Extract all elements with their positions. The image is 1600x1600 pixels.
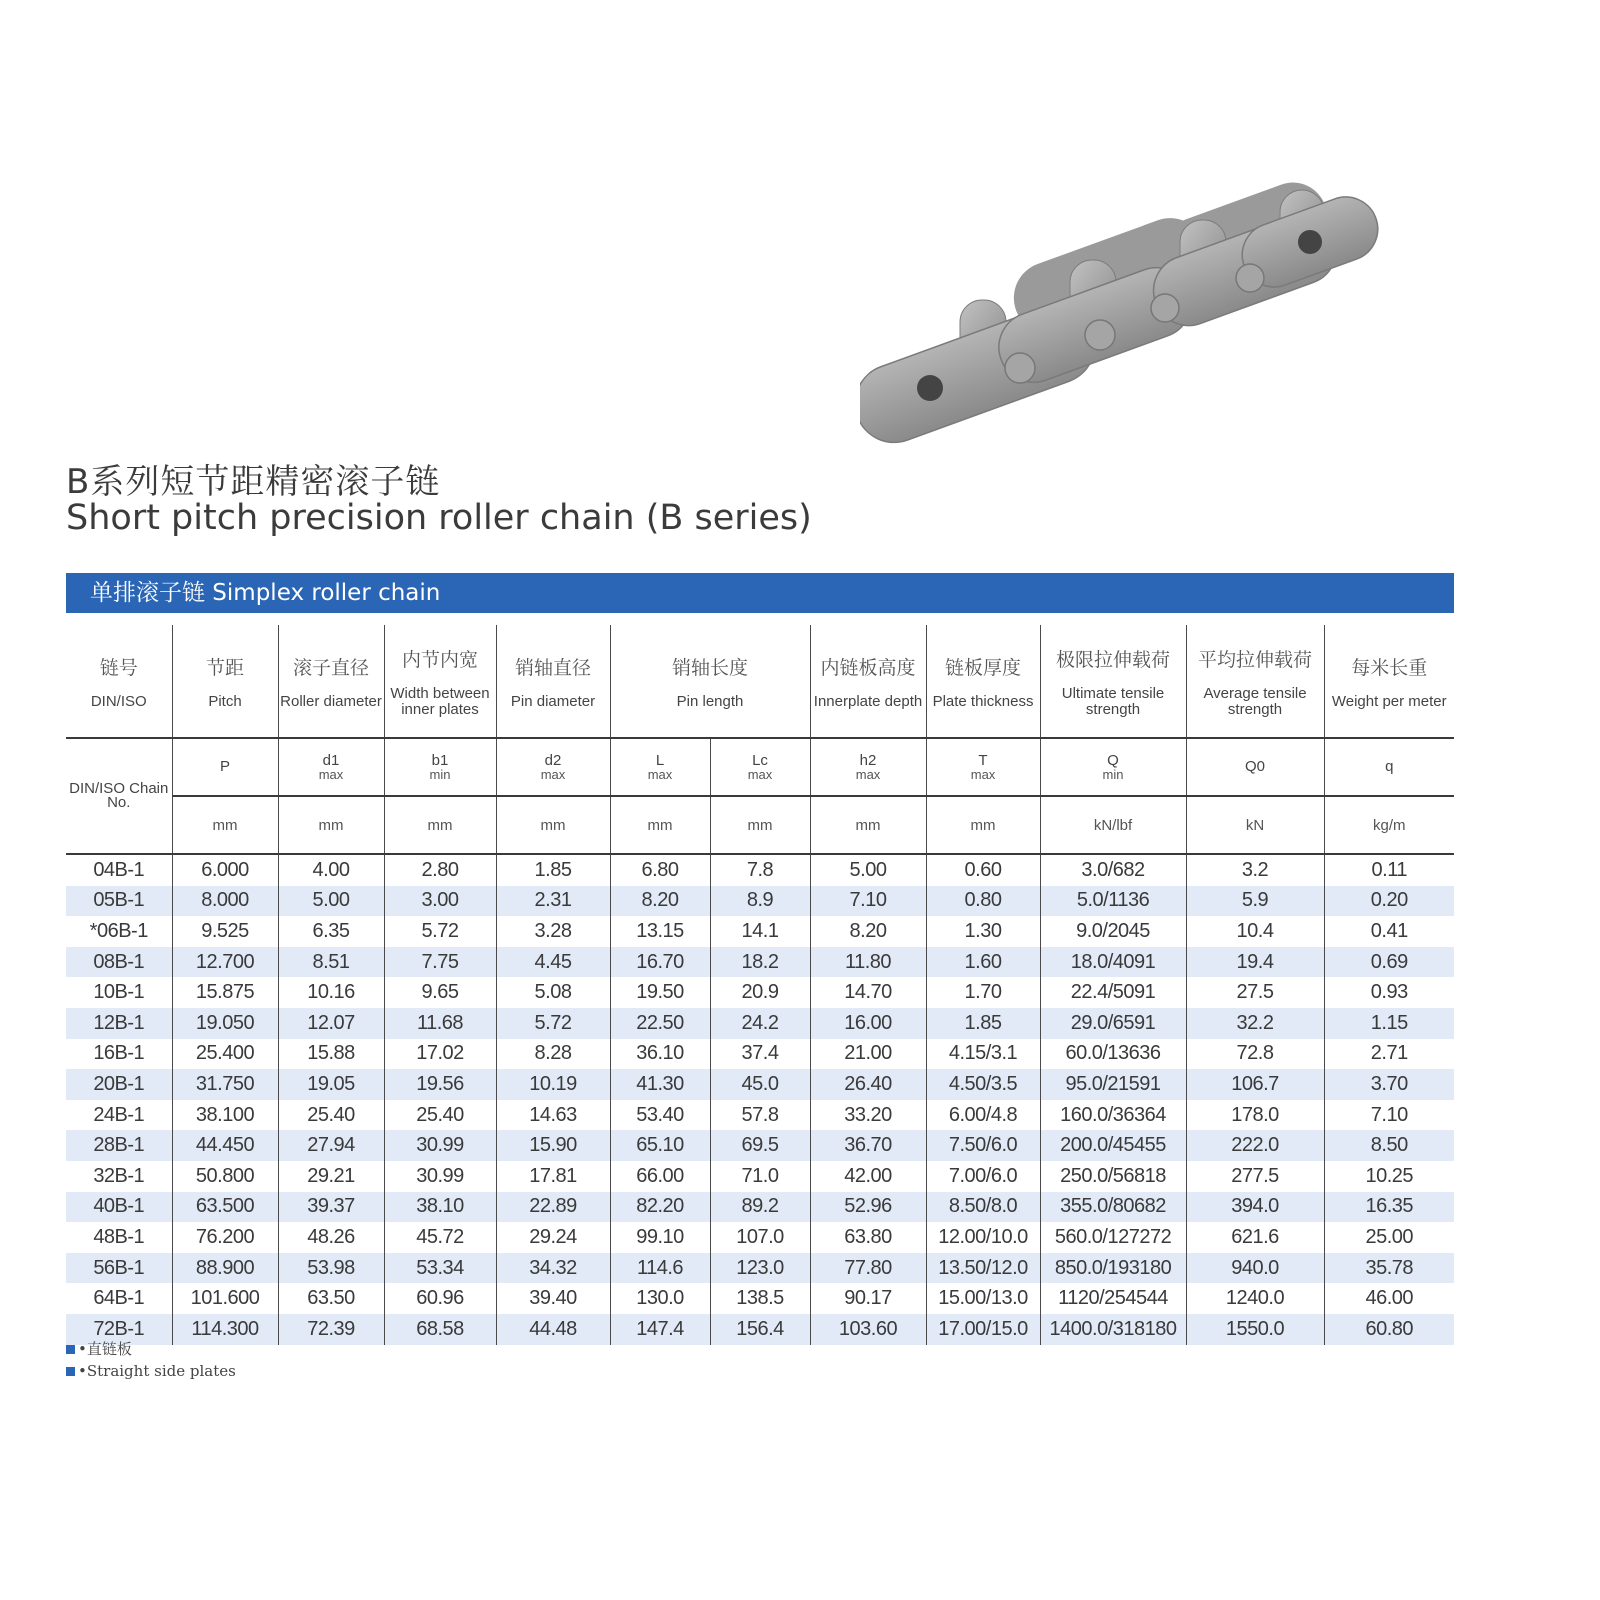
header-unit: mm [810,796,926,854]
table-cell: 250.0/56818 [1040,1161,1186,1192]
chain-number-cell: 64B-1 [93,1287,145,1310]
header-symbol: h2 max [810,738,926,796]
chain-number-cell: 40B-1 [66,1192,172,1223]
header-unit: mm [610,796,710,854]
table-cell: 114.300 [172,1314,278,1345]
chain-number-cell: *06B-1 [89,919,148,942]
table-cell: 53.40 [610,1100,710,1131]
table-cell: 19.50 [610,977,710,1008]
table-cell: 16.70 [610,947,710,978]
header-symbol: T max [926,738,1040,796]
header-plate-thickness: 链板厚度 Plate thickness [926,625,1040,738]
title-english: Short pitch precision roller chain (B series) [66,498,812,538]
table-cell: 8.20 [810,916,926,947]
marker-square-icon [66,1345,75,1354]
header-symbol: d2 max [496,738,610,796]
table-cell: 14.70 [810,977,926,1008]
table-cell: 5.00 [810,854,926,886]
table-row [66,1192,1454,1223]
table-cell: 130.0 [610,1283,710,1314]
footnote-chinese: •直链板 [66,1338,132,1359]
table-cell: 11.68 [384,1008,496,1039]
table-cell: 22.4/5091 [1040,977,1186,1008]
table-cell: 850.0/193180 [1040,1253,1186,1284]
table-cell: 0.69 [1324,947,1454,978]
table-cell: 7.8 [710,854,810,886]
table-cell: 25.00 [1324,1222,1454,1253]
table-cell: 7.10 [810,886,926,917]
table-cell: 7.00/6.0 [926,1161,1040,1192]
header-side-label: DIN/ISO Chain No. [66,738,172,854]
table-cell: 560.0/127272 [1040,1222,1186,1253]
table-cell: 123.0 [710,1253,810,1284]
table-row [66,1253,1454,1284]
table-cell: 63.80 [810,1222,926,1253]
table-cell: 33.20 [810,1100,926,1131]
header-symbol: L max [610,738,710,796]
table-cell: 6.80 [610,854,710,886]
table-cell: 39.37 [278,1192,384,1223]
table-cell: 1.30 [926,916,1040,947]
table-cell: 68.58 [384,1314,496,1345]
table-cell: 25.40 [278,1100,384,1131]
header-pin-length: 销轴长度 Pin length [610,625,810,738]
header-symbol: P [172,738,278,796]
table-row [66,1008,1454,1039]
table-cell: 7.50/6.0 [926,1130,1040,1161]
table-row [66,1069,1454,1100]
chain-number-cell: 05B-1 [66,886,172,917]
table-cell: 1.85 [496,854,610,886]
table-cell: 0.20 [1324,886,1454,917]
chain-number-cell: 10B-1 [93,981,145,1004]
header-symbol: Q0 [1186,738,1324,796]
table-cell: 5.72 [384,916,496,947]
header-symbol: q [1324,738,1454,796]
table-cell: 5.0/1136 [1040,886,1186,917]
table-cell: 1120/254544 [1040,1283,1186,1314]
table-cell: 7.10 [1324,1100,1454,1131]
chain-number-cell: 24B-1 [93,1103,145,1126]
table-cell: 16.00 [810,1008,926,1039]
header-unit: kN/lbf [1040,796,1186,854]
table-cell: 53.34 [384,1253,496,1284]
spec-table [66,625,1454,1345]
table-header [66,625,1454,854]
header-chain-no: 链号 DIN/ISO [66,625,172,738]
table-cell: 4.45 [496,947,610,978]
table-cell: 99.10 [610,1222,710,1253]
table-cell: 8.9 [710,886,810,917]
title-chinese: B系列短节距精密滚子链 [66,462,441,502]
table-cell: 2.80 [384,854,496,886]
table-cell: 60.0/13636 [1040,1039,1186,1070]
table-cell: 77.80 [810,1253,926,1284]
table-cell: 20.9 [710,977,810,1008]
table-cell: 22.50 [610,1008,710,1039]
table-cell: 107.0 [710,1222,810,1253]
table-cell: 29.24 [496,1222,610,1253]
table-cell: 17.81 [496,1161,610,1192]
header-unit: kg/m [1324,796,1454,854]
table-cell: 60.80 [1324,1314,1454,1345]
table-cell: 3.0/682 [1040,854,1186,886]
marker-square-icon [66,1367,75,1376]
table-cell: 65.10 [610,1130,710,1161]
section-band: 单排滚子链 Simplex roller chain [66,573,1454,613]
table-cell: 36.70 [810,1130,926,1161]
table-cell: 0.80 [926,886,1040,917]
table-cell: 277.5 [1186,1161,1324,1192]
table-cell: 22.89 [496,1192,610,1223]
header-roller-diameter: 滚子直径 Roller diameter [278,625,384,738]
table-cell: 27.94 [278,1130,384,1161]
table-row [66,1100,1454,1131]
table-cell: 1550.0 [1186,1314,1324,1345]
table-cell: 45.72 [384,1222,496,1253]
table-cell: 8.28 [496,1039,610,1070]
table-cell: 200.0/45455 [1040,1130,1186,1161]
footnote-english: •Straight side plates [66,1362,236,1380]
table-cell: 3.2 [1186,854,1324,886]
table-row [66,916,1454,947]
table-cell: 90.17 [810,1283,926,1314]
chain-number-cell: 32B-1 [93,1164,145,1187]
table-cell: 0.11 [1324,854,1454,886]
table-cell: 6.35 [278,916,384,947]
table-cell: 2.31 [496,886,610,917]
table-cell: 26.40 [810,1069,926,1100]
table-cell: 114.6 [610,1253,710,1284]
table-cell: 9.65 [384,977,496,1008]
table-cell: 106.7 [1186,1069,1324,1100]
table-cell: 1.85 [926,1008,1040,1039]
header-symbol: b1 min [384,738,496,796]
header-symbol: Q min [1040,738,1186,796]
table-cell: 12.700 [172,947,278,978]
table-cell: 1.70 [926,977,1040,1008]
table-cell: 8.50/8.0 [926,1192,1040,1223]
table-row [66,1130,1454,1161]
table-row [66,977,1454,1008]
table-cell: 5.72 [496,1008,610,1039]
table-cell: 66.00 [610,1161,710,1192]
table-cell: 82.20 [610,1192,710,1223]
table-cell: 138.5 [710,1283,810,1314]
table-cell: 10.25 [1324,1161,1454,1192]
table-cell: 37.4 [710,1039,810,1070]
table-cell: 52.96 [810,1192,926,1223]
header-weight: 每米长重 Weight per meter [1324,625,1454,738]
table-cell: 17.02 [384,1039,496,1070]
table-cell: 6.000 [172,854,278,886]
table-cell: 60.96 [384,1283,496,1314]
table-cell: 25.400 [172,1039,278,1070]
table-row [66,854,1454,886]
table-cell: 3.00 [384,886,496,917]
table-row [66,1039,1454,1070]
table-cell: 4.50/3.5 [926,1069,1040,1100]
header-unit: mm [172,796,278,854]
table-cell: 31.750 [172,1069,278,1100]
table-cell: 29.0/6591 [1040,1008,1186,1039]
table-cell: 32.2 [1186,1008,1324,1039]
table-cell: 50.800 [172,1161,278,1192]
chain-number-cell: 12B-1 [66,1008,172,1039]
table-cell: 0.93 [1324,977,1454,1008]
table-cell: 39.40 [496,1283,610,1314]
table-cell: 3.28 [496,916,610,947]
table-cell: 14.1 [710,916,810,947]
table-cell: 19.050 [172,1008,278,1039]
table-cell: 12.00/10.0 [926,1222,1040,1253]
table-cell: 3.70 [1324,1069,1454,1100]
table-row [66,1161,1454,1192]
table-cell: 7.75 [384,947,496,978]
table-cell: 16.35 [1324,1192,1454,1223]
header-symbol: d1 max [278,738,384,796]
table-cell: 103.60 [810,1314,926,1345]
table-cell: 14.63 [496,1100,610,1131]
table-cell: 41.30 [610,1069,710,1100]
table-cell: 8.51 [278,947,384,978]
table-cell: 69.5 [710,1130,810,1161]
header-innerplate-depth: 内链板高度 Innerplate depth [810,625,926,738]
table-cell: 35.78 [1324,1253,1454,1284]
header-unit: kN [1186,796,1324,854]
table-cell: 8.50 [1324,1130,1454,1161]
table-cell: 15.875 [172,977,278,1008]
header-unit: mm [384,796,496,854]
table-cell: 5.00 [278,886,384,917]
table-cell: 88.900 [172,1253,278,1284]
table-cell: 13.15 [610,916,710,947]
table-cell: 44.48 [496,1314,610,1345]
table-cell: 12.07 [278,1008,384,1039]
header-pitch: 节距 Pitch [172,625,278,738]
header-pin-diameter: 销轴直径 Pin diameter [496,625,610,738]
chain-number-cell: 72B-1 [66,1314,172,1345]
table-cell: 4.00 [278,854,384,886]
table-cell: 15.88 [278,1039,384,1070]
header-unit: mm [710,796,810,854]
table-cell: 45.0 [710,1069,810,1100]
chain-number-cell: 20B-1 [66,1069,172,1100]
table-cell: 48.26 [278,1222,384,1253]
table-cell: 940.0 [1186,1253,1324,1284]
table-row [66,886,1454,917]
table-row [66,947,1454,978]
table-cell: 1.15 [1324,1008,1454,1039]
table-cell: 10.4 [1186,916,1324,947]
table-cell: 394.0 [1186,1192,1324,1223]
table-cell: 34.32 [496,1253,610,1284]
table-cell: 4.15/3.1 [926,1039,1040,1070]
header-unit: mm [496,796,610,854]
table-cell: 9.525 [172,916,278,947]
table-cell: 156.4 [710,1314,810,1345]
table-cell: 0.60 [926,854,1040,886]
table-cell: 76.200 [172,1222,278,1253]
header-ultimate-tensile: 极限拉伸载荷 Ultimate tensile strength [1040,625,1186,738]
table-row [66,1314,1454,1345]
table-row [66,1283,1454,1314]
table-row [66,1222,1454,1253]
table-cell: 222.0 [1186,1130,1324,1161]
chain-number-cell: 08B-1 [66,947,172,978]
table-cell: 10.19 [496,1069,610,1100]
table-cell: 178.0 [1186,1100,1324,1131]
table-cell: 71.0 [710,1161,810,1192]
roller-chain-image [860,180,1380,450]
table-cell: 44.450 [172,1130,278,1161]
table-cell: 30.99 [384,1130,496,1161]
chain-number-cell: 16B-1 [93,1042,145,1065]
table-cell: 9.0/2045 [1040,916,1186,947]
chain-number-cell: 48B-1 [93,1225,145,1248]
table-cell: 17.00/15.0 [926,1314,1040,1345]
table-cell: 38.100 [172,1100,278,1131]
table-cell: 89.2 [710,1192,810,1223]
table-cell: 95.0/21591 [1040,1069,1186,1100]
table-cell: 5.08 [496,977,610,1008]
table-cell: 72.39 [278,1314,384,1345]
table-cell: 57.8 [710,1100,810,1131]
table-cell: 15.00/13.0 [926,1283,1040,1314]
table-cell: 42.00 [810,1161,926,1192]
table-cell: 8.20 [610,886,710,917]
chain-number-cell: 28B-1 [66,1130,172,1161]
table-cell: 147.4 [610,1314,710,1345]
table-cell: 63.500 [172,1192,278,1223]
table-cell: 30.99 [384,1161,496,1192]
table-cell: 2.71 [1324,1039,1454,1070]
table-cell: 36.10 [610,1039,710,1070]
table-cell: 19.4 [1186,947,1324,978]
table-cell: 29.21 [278,1161,384,1192]
table-cell: 72.8 [1186,1039,1324,1070]
table-cell: 38.10 [384,1192,496,1223]
table-cell: 6.00/4.8 [926,1100,1040,1131]
table-cell: 46.00 [1324,1283,1454,1314]
table-cell: 621.6 [1186,1222,1324,1253]
table-cell: 18.2 [710,947,810,978]
table-cell: 53.98 [278,1253,384,1284]
table-cell: 10.16 [278,977,384,1008]
table-cell: 19.05 [278,1069,384,1100]
table-cell: 355.0/80682 [1040,1192,1186,1223]
table-cell: 21.00 [810,1039,926,1070]
table-cell: 27.5 [1186,977,1324,1008]
table-cell: 1240.0 [1186,1283,1324,1314]
table-body [66,854,1454,1345]
table-cell: 0.41 [1324,916,1454,947]
table-cell: 24.2 [710,1008,810,1039]
header-width-between: 内节内宽 Width between inner plates [384,625,496,738]
chain-number-cell: 56B-1 [66,1253,172,1284]
table-cell: 1.60 [926,947,1040,978]
header-unit: mm [926,796,1040,854]
table-cell: 1400.0/318180 [1040,1314,1186,1345]
table-cell: 18.0/4091 [1040,947,1186,978]
table-cell: 8.000 [172,886,278,917]
header-average-tensile: 平均拉伸载荷 Average tensile strength [1186,625,1324,738]
table-cell: 11.80 [810,947,926,978]
table-cell: 25.40 [384,1100,496,1131]
table-cell: 5.9 [1186,886,1324,917]
chain-number-cell: 04B-1 [93,858,145,881]
header-unit: mm [278,796,384,854]
table-cell: 13.50/12.0 [926,1253,1040,1284]
table-cell: 63.50 [278,1283,384,1314]
table-cell: 15.90 [496,1130,610,1161]
header-symbol: Lc max [710,738,810,796]
table-cell: 160.0/36364 [1040,1100,1186,1131]
table-cell: 19.56 [384,1069,496,1100]
table-cell: 101.600 [172,1283,278,1314]
